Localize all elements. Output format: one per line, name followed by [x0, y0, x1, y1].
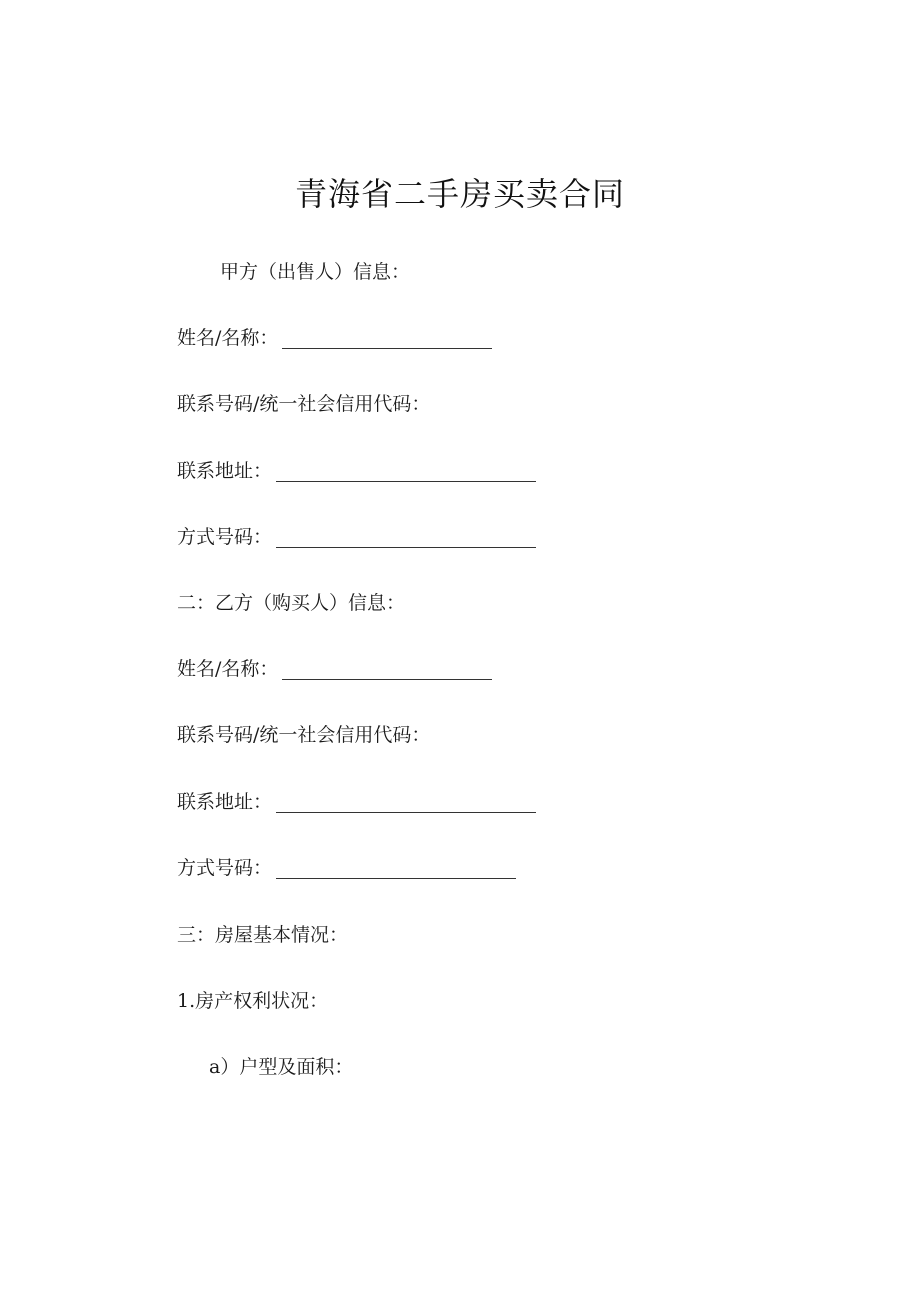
party-a-address-label: 联系地址：	[177, 460, 273, 482]
party-a-heading	[220, 258, 410, 286]
party-a-name-label: 姓名/名称：	[177, 327, 279, 349]
party-a-heading-text: 甲方（出售人）信息：	[220, 261, 411, 283]
party-b-phone-row	[177, 721, 430, 749]
party-b-phone-label: 联系号码/统一社会信用代码：	[177, 724, 431, 746]
section3-item1a	[209, 1053, 353, 1081]
party-b-contact-row	[177, 854, 516, 882]
party-b-contact-label: 方式号码：	[177, 857, 273, 879]
party-a-address-blank[interactable]	[276, 461, 536, 482]
party-b-heading	[177, 589, 405, 617]
section3-heading-text: 三：房屋基本情况：	[177, 924, 349, 946]
party-b-address-label: 联系地址：	[177, 791, 273, 813]
party-b-name-blank[interactable]	[282, 659, 492, 680]
party-a-name-blank[interactable]	[282, 328, 492, 349]
party-a-address-row	[177, 457, 536, 485]
party-b-address-blank[interactable]	[276, 792, 536, 813]
document-title: 青海省二手房买卖合同	[294, 175, 625, 213]
party-a-name-row	[177, 324, 492, 352]
party-b-contact-blank[interactable]	[276, 858, 516, 879]
section3-item1	[177, 987, 328, 1015]
party-a-contact-label: 方式号码：	[177, 526, 273, 548]
party-a-phone-row	[177, 390, 430, 418]
party-b-address-row	[177, 788, 536, 816]
party-b-name-label: 姓名/名称：	[177, 658, 279, 680]
party-a-phone-label: 联系号码/统一社会信用代码：	[177, 393, 431, 415]
party-a-contact-row	[177, 523, 536, 551]
section3-heading	[177, 921, 348, 949]
party-b-name-row	[177, 655, 492, 683]
party-b-heading-text: 二：乙方（购买人）信息：	[177, 592, 406, 614]
section3-item1-text: 1.房产权利状况：	[177, 990, 329, 1012]
section3-item1a-text: a）户型及面积：	[209, 1056, 354, 1078]
party-a-contact-blank[interactable]	[276, 527, 536, 548]
